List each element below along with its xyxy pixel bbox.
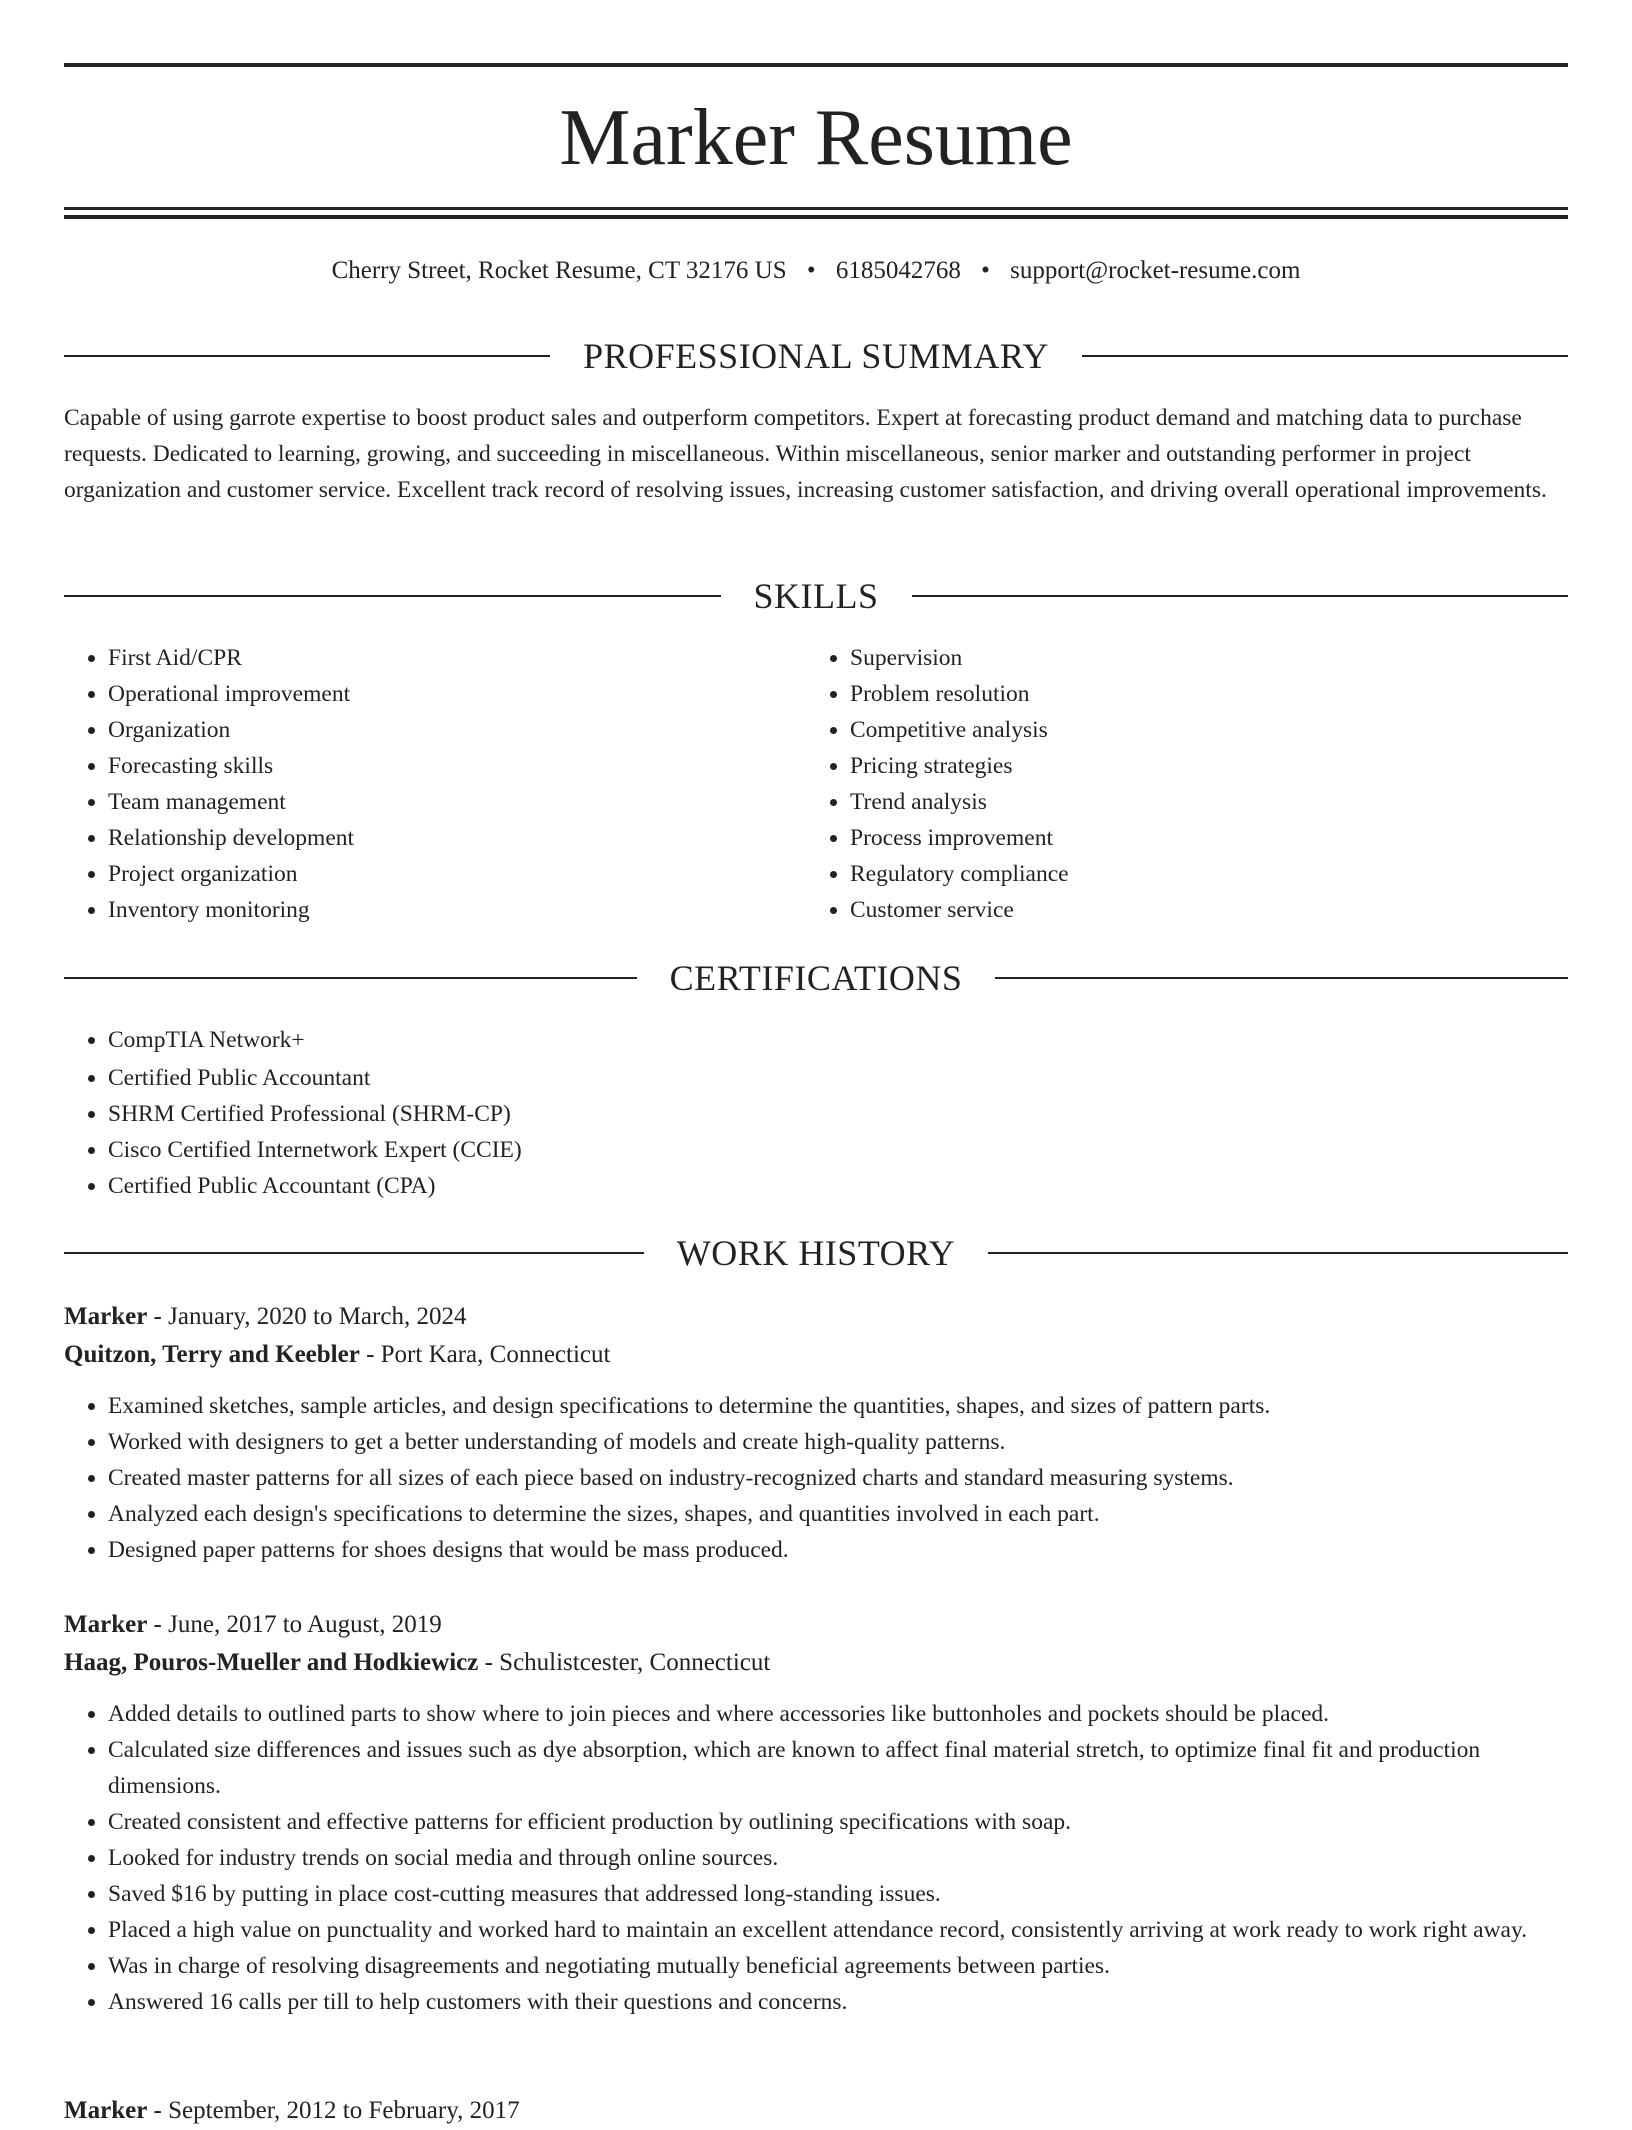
skill-item: • First Aid/CPR	[108, 640, 804, 676]
contact-phone: 6185042768	[835, 257, 961, 284]
job-role-line	[64, 1606, 1568, 1644]
heading-rule-right	[988, 1252, 1568, 1254]
contact-separator: •	[806, 257, 816, 284]
certification-item: • Certified Public Accountant (CPA)	[108, 1168, 1568, 1204]
work-history-heading	[64, 1231, 1568, 1275]
certifications-heading	[64, 956, 1568, 1000]
job-company: Quitzon, Terry and Keebler	[64, 1341, 360, 1368]
summary-heading	[64, 334, 1568, 378]
skill-item: • Supervision	[850, 640, 1546, 676]
name-underline-thick	[64, 215, 1568, 219]
job-entry	[64, 2092, 1568, 2130]
job-duty: • Analyzed each design's specifications to determine the sizes, shapes, and quantities involved in each part.	[108, 1496, 1568, 1532]
summary-title: PROFESSIONAL SUMMARY	[583, 336, 1049, 376]
heading-rule-left	[64, 1252, 644, 1254]
top-rule	[64, 63, 1568, 67]
skill-item: • Trend analysis	[850, 784, 1546, 820]
job-entry	[64, 1298, 1568, 1568]
contact-address: Cherry Street, Rocket Resume, CT 32176 US	[331, 257, 787, 284]
job-title: Marker	[64, 2097, 148, 2124]
heading-rule-right	[912, 595, 1569, 597]
contact-email: support@rocket-resume.com	[1010, 257, 1301, 284]
skill-item: • Customer service	[850, 892, 1546, 928]
skill-item: • Process improvement	[850, 820, 1546, 856]
job-location: - Port Kara, Connecticut	[359, 1341, 611, 1368]
skills-title: SKILLS	[753, 576, 879, 616]
job-duty: • Created master patterns for all sizes of each piece based on industry-recognized charts and standard measuring systems.	[108, 1460, 1568, 1496]
job-duty: • Designed paper patterns for shoes designs that would be mass produced.	[108, 1532, 1568, 1568]
contact-separator: •	[981, 257, 990, 284]
skill-item: • Relationship development	[108, 820, 804, 856]
job-duty: • Saved $16 by putting in place cost-cutting measures that addressed long-standing issues.	[108, 1876, 1568, 1912]
heading-rule-left	[64, 355, 550, 357]
job-dates: - June, 2017 to August, 2019	[147, 1611, 442, 1638]
skill-item: • Team management	[108, 784, 804, 820]
contact-info	[64, 253, 1568, 289]
job-duty: • Was in charge of resolving disagreements and negotiating mutually beneficial agreements between parties.	[108, 1948, 1568, 1984]
skill-item: • Inventory monitoring	[108, 892, 804, 928]
job-role-line	[64, 1298, 1568, 1336]
skill-item: • Regulatory compliance	[850, 856, 1546, 892]
skill-item: • Problem resolution	[850, 676, 1546, 712]
name-underline-thin	[64, 207, 1568, 210]
job-dates: - January, 2020 to March, 2024	[147, 1303, 467, 1330]
certification-item: • SHRM Certified Professional (SHRM-CP)	[108, 1096, 1568, 1132]
skill-item: • Competitive analysis	[850, 712, 1546, 748]
job-title: Marker	[64, 1611, 148, 1638]
job-duty: • Answered 16 calls per till to help customers with their questions and concerns.	[108, 1984, 1568, 2020]
job-role-line	[64, 2092, 1568, 2130]
summary-text: Capable of using garrote expertise to boost product sales and outperform competitors. Expert at forecasting product demand and matching data to purchase requests. Dedicated to learning, growing, and succeeding in miscellaneous. Within miscellaneous, senior marker and outstanding performer in project organization and customer service. Excellent track record of resolving issues, increasing customer satisfaction, and driving overall operational improvements.	[64, 405, 1547, 503]
job-company: Haag, Pouros-Mueller and Hodkiewicz	[64, 1649, 479, 1676]
certifications-title: CERTIFICATIONS	[669, 958, 963, 998]
skill-item: • Organization	[108, 712, 804, 748]
job-entry	[64, 1606, 1568, 2020]
skill-item: • Forecasting skills	[108, 748, 804, 784]
skill-item: • Project organization	[108, 856, 804, 892]
heading-rule-left	[64, 595, 721, 597]
certification-item: • Cisco Certified Internetwork Expert (CCIE)	[108, 1132, 1568, 1168]
job-duty: • Placed a high value on punctuality and worked hard to maintain an excellent attendance record, consistently arriving at work ready to work right away.	[108, 1912, 1568, 1948]
job-dates: - September, 2012 to February, 2017	[147, 2097, 520, 2124]
job-duties	[64, 1696, 1568, 2020]
job-duty: • Worked with designers to get a better understanding of models and create high-quality patterns.	[108, 1424, 1568, 1460]
job-duty: • Created consistent and effective patterns for efficient production by outlining specifications with soap.	[108, 1804, 1568, 1840]
heading-rule-right	[995, 977, 1568, 979]
resume-name: Marker Resume	[559, 94, 1073, 182]
skills-column-left	[64, 640, 804, 928]
job-duties	[64, 1388, 1568, 1568]
job-duty: • Examined sketches, sample articles, and design specifications to determine the quantities, shapes, and sizes of pattern parts.	[108, 1388, 1568, 1424]
heading-rule-left	[64, 977, 637, 979]
job-duty: • Looked for industry trends on social media and through online sources.	[108, 1840, 1568, 1876]
heading-rule-right	[1082, 355, 1568, 357]
job-duty: • Calculated size differences and issues such as dye absorption, which are known to affect final material stretch, to optimize final fit and production dimensions.	[108, 1732, 1568, 1804]
work-history-title: WORK HISTORY	[676, 1233, 956, 1273]
job-location: - Schulistcester, Connecticut	[478, 1649, 771, 1676]
skills-heading	[64, 574, 1568, 618]
certifications-list	[64, 1022, 1568, 1204]
job-company-line	[64, 1644, 1568, 1682]
skill-item: • Pricing strategies	[850, 748, 1546, 784]
certification-item: • CompTIA Network+	[108, 1022, 1568, 1058]
certification-item: • Certified Public Accountant	[108, 1060, 1568, 1096]
job-duty: • Added details to outlined parts to show where to join pieces and where accessories like buttonholes and pockets should be placed.	[108, 1696, 1568, 1732]
skill-item: • Operational improvement	[108, 676, 804, 712]
job-company-line	[64, 1336, 1568, 1374]
job-title: Marker	[64, 1303, 148, 1330]
skills-column-right	[806, 640, 1546, 928]
